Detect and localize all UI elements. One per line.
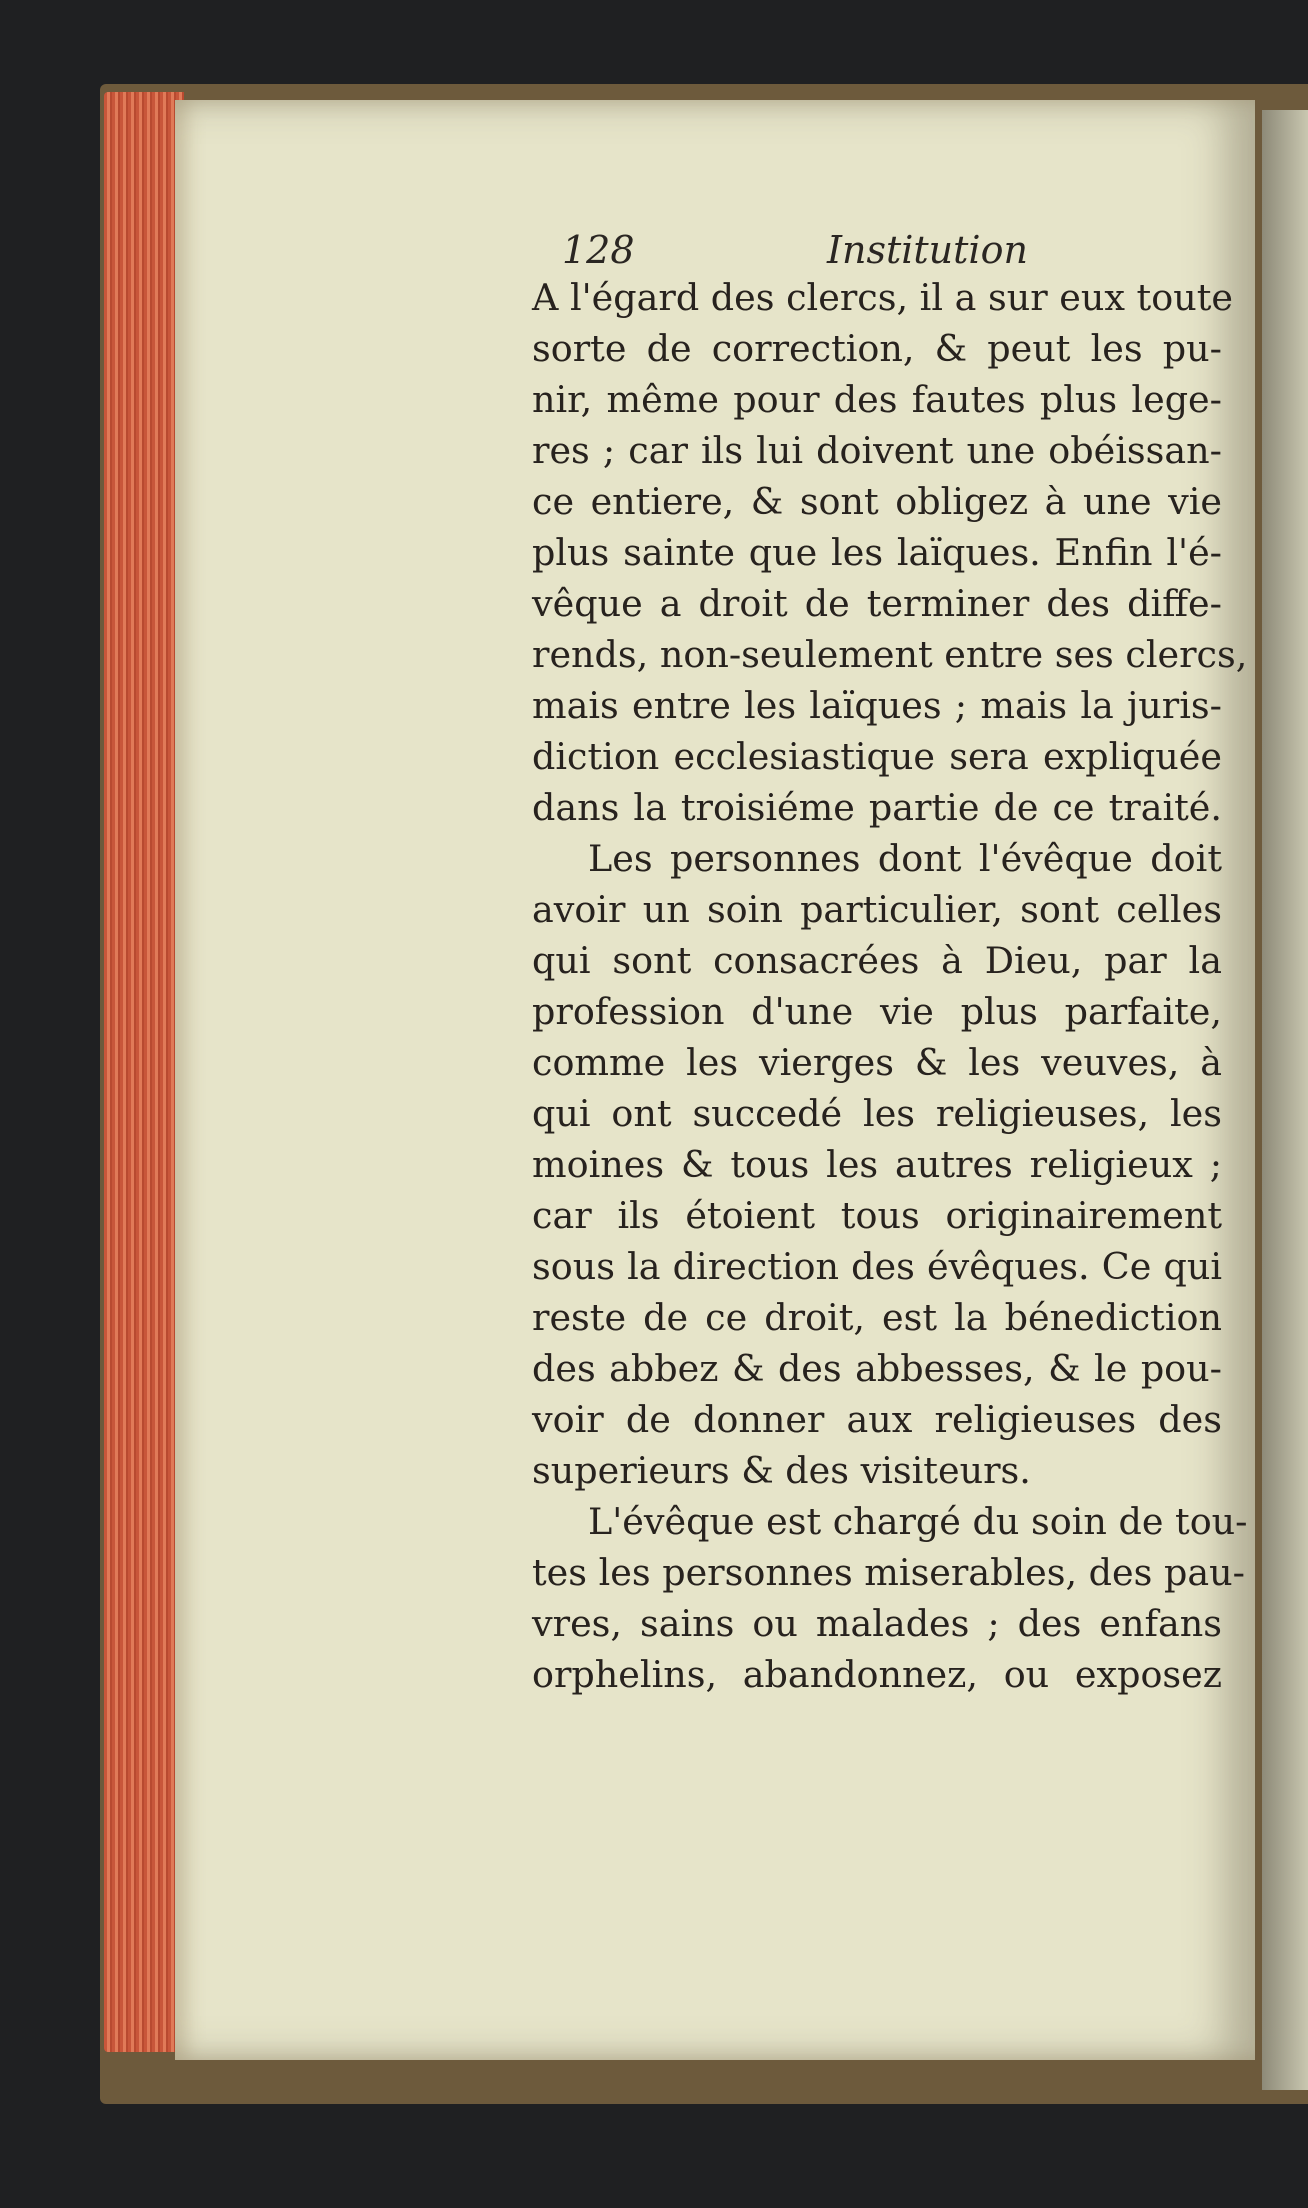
text-line: profession d'une vie plus parfaite,: [532, 990, 1222, 1033]
text-line: moines & tous les autres religieux ;: [532, 1143, 1222, 1186]
text-line: superieurs & des visiteurs.: [532, 1449, 1031, 1492]
text-line: A l'égard des clercs, il a sur eux toute: [532, 276, 1233, 319]
text-line: sorte de correction, & peut les pu-: [532, 327, 1222, 370]
text-line: nir, même pour des fautes plus lege-: [532, 378, 1222, 421]
text-line: car ils étoient tous originairement: [532, 1194, 1222, 1237]
text-line: ce entiere, & sont obligez à une vie: [532, 480, 1222, 523]
text-line: qui ont succedé les religieuses, les: [532, 1092, 1222, 1135]
text-line: mais entre les laïques ; mais la juris-: [532, 684, 1222, 727]
text-line: dans la troisiéme partie de ce traité.: [532, 786, 1222, 829]
text-line: rends, non-seulement entre ses clercs,: [532, 633, 1248, 676]
text-line: plus sainte que les laïques. Enfin l'é-: [532, 531, 1222, 574]
text-line: res ; car ils lui doivent une obéissan-: [532, 429, 1222, 472]
text-line: Les personnes dont l'évêque doit: [588, 837, 1222, 880]
text-line: vres, sains ou malades ; des enfans: [532, 1602, 1222, 1645]
text-line: sous la direction des évêques. Ce qui: [532, 1245, 1222, 1288]
page-number: 128: [562, 228, 635, 272]
running-title: Institution: [827, 228, 1028, 272]
text-line: tes les personnes miserables, des pau-: [532, 1551, 1245, 1594]
page-edges: [104, 92, 184, 2052]
text-line: comme les vierges & les veuves, à: [532, 1041, 1222, 1084]
body-text: [532, 272, 1248, 1700]
text-line: voir de donner aux religieuses des: [532, 1398, 1222, 1441]
text-line: orphelins, abandonnez, ou exposez: [532, 1653, 1222, 1696]
text-line: reste de ce droit, est la bénediction: [532, 1296, 1222, 1339]
text-line: avoir un soin particulier, sont celles: [532, 888, 1222, 931]
text-line: diction ecclesiastique sera expliquée: [532, 735, 1222, 778]
text-line: des abbez & des abbesses, & le pou-: [532, 1347, 1222, 1390]
text-line: qui sont consacrées à Dieu, par la: [532, 939, 1222, 982]
text-line: vêque a droit de terminer des diffe-: [532, 582, 1222, 625]
facing-page-edge: [1262, 110, 1308, 2090]
text-line: L'évêque est chargé du soin de tou-: [588, 1500, 1248, 1543]
